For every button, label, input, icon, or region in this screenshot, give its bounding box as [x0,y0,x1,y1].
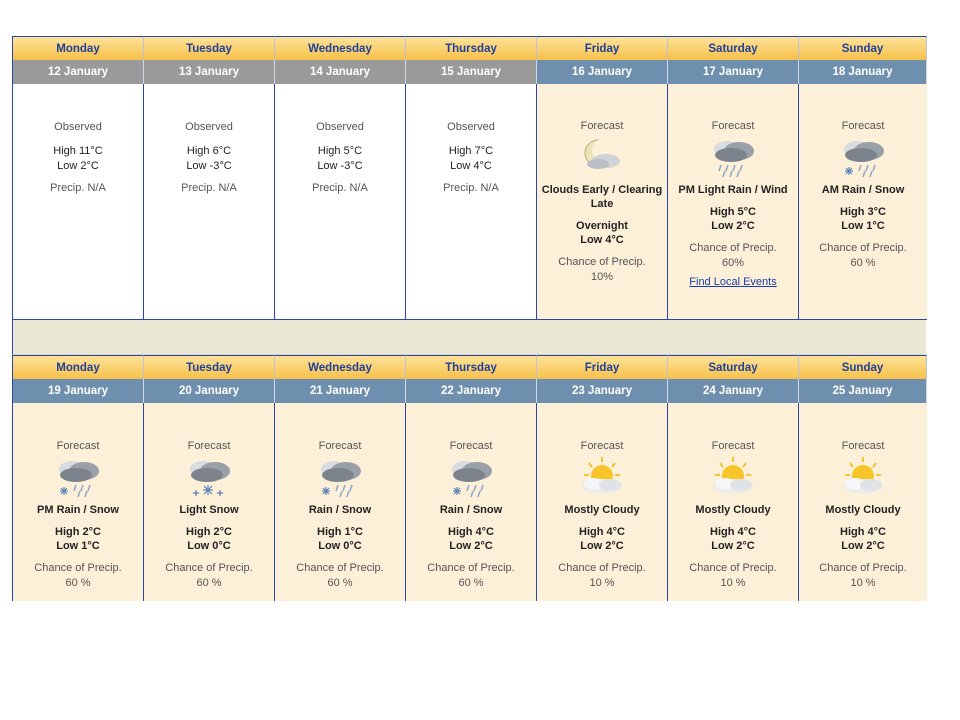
day-cell-observed [13,84,144,320]
rain-snow-icon [837,135,889,179]
high-temp: High 6°C [186,145,232,157]
chance-label: Chance of Precip. [34,562,122,574]
day-cell-forecast [13,403,144,601]
high-temp: High 1°C [317,526,363,538]
high-temp: High 4°C [840,526,886,538]
chance-label: Chance of Precip. [165,562,253,574]
day-date: 21 January [275,379,406,403]
chance-label: Chance of Precip. [689,242,777,254]
find-local-events-link[interactable]: Find Local Events [689,276,777,288]
chance-label: Chance of Precip. [689,562,777,574]
chance-value: 60 % [327,577,353,589]
observed-label: Observed [54,121,102,133]
forecast-label: Forecast [580,440,624,452]
forecast-label: Forecast [187,440,231,452]
day-cell-observed [144,84,275,320]
rain-snow-icon [52,455,104,499]
forecast-label: Forecast [318,440,362,452]
high-temp: High 4°C [710,526,756,538]
day-date: 19 January [13,379,144,403]
week-separator [12,320,926,355]
high-temp: High 4°C [579,526,625,538]
low-temp: Low 4°C [580,234,624,246]
forecast-label: Forecast [711,120,755,132]
day-name: Sunday [799,355,927,379]
day-date: 24 January [668,379,799,403]
day-name: Wednesday [275,355,406,379]
high-temp: High 3°C [840,206,886,218]
precip-value: Precip. N/A [50,182,106,194]
chance-value: 10 % [720,577,746,589]
day-name: Monday [13,36,144,60]
precip-value: Precip. N/A [181,182,237,194]
day-cell-observed [406,84,537,320]
chance-value: 60% [721,257,745,269]
sun-cloud-icon [576,455,628,499]
condition-text: Light Snow [179,504,239,516]
chance-value: 60 % [458,577,484,589]
sun-cloud-icon [837,455,889,499]
condition-text: Clouds Early / Clearing Late [541,184,663,210]
weather-calendar [12,36,926,601]
snow-cloud-icon [183,455,235,499]
day-body-row [13,84,926,320]
chance-label: Chance of Precip. [558,256,646,268]
day-name: Tuesday [144,36,275,60]
low-temp: Low 4°C [450,160,492,172]
day-date: 16 January [537,60,668,84]
date-row [13,60,926,84]
high-temp: High 5°C [317,145,363,157]
chance-value: 60 % [65,577,91,589]
high-temp: High 2°C [55,526,101,538]
chance-value: 10 % [850,577,876,589]
chance-value: 10 % [589,577,615,589]
day-cell-forecast [668,403,799,601]
observed-label: Observed [316,121,364,133]
day-name: Friday [537,355,668,379]
chance-label: Chance of Precip. [819,562,907,574]
day-date: 22 January [406,379,537,403]
day-cell-forecast [668,84,799,320]
forecast-label: Forecast [841,120,885,132]
day-date: 25 January [799,379,927,403]
observed-label: Observed [447,121,495,133]
day-name: Friday [537,36,668,60]
high-temp: High 7°C [448,145,494,157]
day-date: 20 January [144,379,275,403]
week-2 [12,355,926,601]
forecast-label: Forecast [56,440,100,452]
day-body-row [13,403,926,601]
condition-text: Rain / Snow [439,504,503,516]
chance-label: Chance of Precip. [427,562,515,574]
forecast-label: Forecast [841,440,885,452]
rain-snow-icon [314,455,366,499]
chance-value: 60 % [196,577,222,589]
chance-label: Chance of Precip. [296,562,384,574]
low-temp: Low 1°C [841,220,885,232]
day-date: 17 January [668,60,799,84]
day-date: 18 January [799,60,927,84]
low-temp: Low 2°C [711,540,755,552]
low-temp: Low 1°C [56,540,100,552]
condition-text: PM Light Rain / Wind [678,184,788,196]
low-temp: Low 2°C [711,220,755,232]
high-temp: High 11°C [53,145,103,157]
day-cell-forecast [799,403,927,601]
moon-clouds-icon [576,135,628,179]
day-name: Sunday [799,36,927,60]
overnight-label: Overnight [576,220,628,232]
high-temp: High 5°C [710,206,756,218]
condition-text: Rain / Snow [308,504,372,516]
day-cell-forecast [799,84,927,320]
day-name: Saturday [668,36,799,60]
day-date: 13 January [144,60,275,84]
low-temp: Low 0°C [187,540,231,552]
day-name: Monday [13,355,144,379]
chance-label: Chance of Precip. [819,242,907,254]
chance-label: Chance of Precip. [558,562,646,574]
low-temp: Low 2°C [449,540,493,552]
day-date: 15 January [406,60,537,84]
low-temp: Low -3°C [186,160,232,172]
forecast-label: Forecast [449,440,493,452]
condition-text: PM Rain / Snow [37,504,119,516]
low-temp: Low 2°C [580,540,624,552]
day-date: 14 January [275,60,406,84]
day-date: 12 January [13,60,144,84]
date-row [13,379,926,403]
week-1 [12,36,926,320]
sun-cloud-icon [707,455,759,499]
day-name-row [13,355,926,379]
rain-cloud-icon [707,135,759,179]
day-date: 23 January [537,379,668,403]
day-cell-forecast [275,403,406,601]
day-name: Tuesday [144,355,275,379]
rain-snow-icon [445,455,497,499]
day-name: Saturday [668,355,799,379]
condition-text: Mostly Cloudy [825,504,901,516]
chance-value: 60 % [850,257,876,269]
observed-label: Observed [185,121,233,133]
forecast-label: Forecast [580,120,624,132]
condition-text: AM Rain / Snow [821,184,905,196]
precip-value: Precip. N/A [443,182,499,194]
low-temp: Low 2°C [57,160,99,172]
day-name: Thursday [406,355,537,379]
forecast-label: Forecast [711,440,755,452]
precip-value: Precip. N/A [312,182,368,194]
low-temp: Low 0°C [318,540,362,552]
low-temp: Low 2°C [841,540,885,552]
day-cell-observed [275,84,406,320]
chance-value: 10% [590,271,614,283]
day-cell-forecast [406,403,537,601]
day-cell-forecast [537,403,668,601]
high-temp: High 2°C [186,526,232,538]
low-temp: Low -3°C [317,160,363,172]
condition-text: Mostly Cloudy [695,504,771,516]
day-name-row [13,36,926,60]
condition-text: Mostly Cloudy [564,504,640,516]
day-name: Wednesday [275,36,406,60]
day-name: Thursday [406,36,537,60]
high-temp: High 4°C [448,526,494,538]
day-cell-forecast [537,84,668,320]
day-cell-forecast [144,403,275,601]
